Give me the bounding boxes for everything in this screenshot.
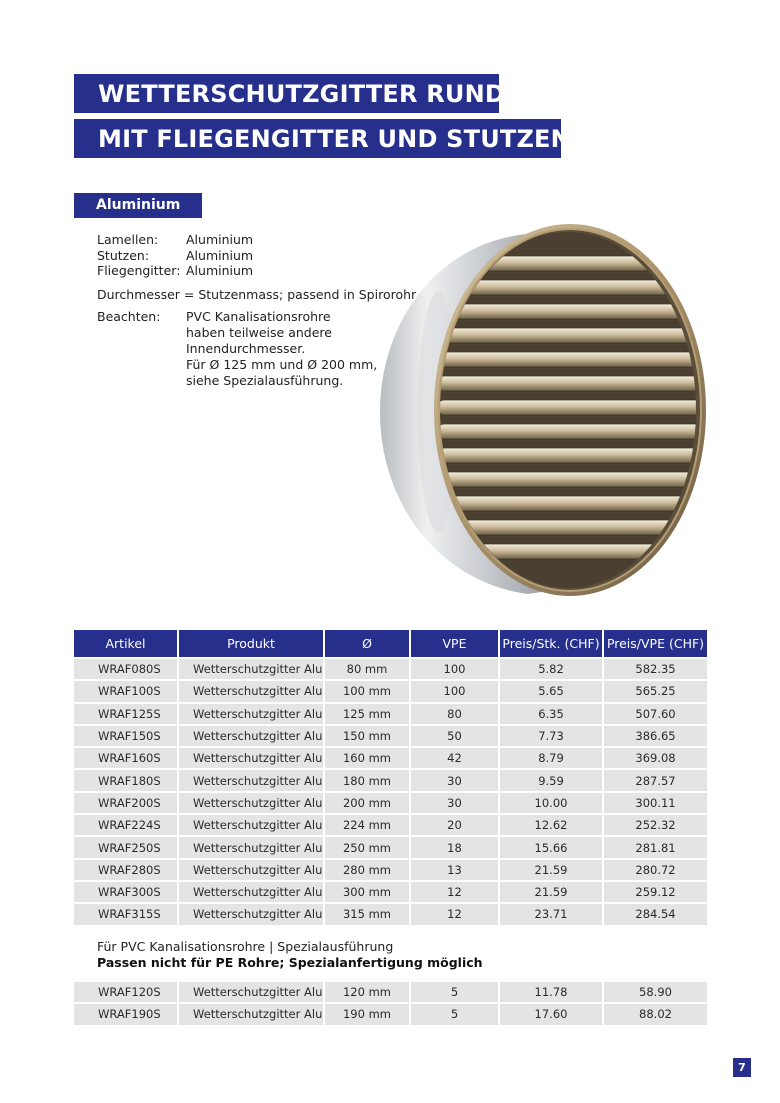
special-price-table bbox=[72, 980, 709, 1027]
cell-artikel: WRAF200S bbox=[74, 793, 177, 813]
cell-preis-vpe: 369.08 bbox=[604, 748, 707, 768]
cell-vpe: 50 bbox=[411, 726, 498, 746]
cell-produkt: Wetterschutzgitter Alu bbox=[179, 815, 323, 835]
page-title-line-1: WETTERSCHUTZGITTER RUND bbox=[74, 74, 499, 113]
cell-artikel: WRAF160S bbox=[74, 748, 177, 768]
cell-preis-stk: 15.66 bbox=[500, 837, 602, 857]
table-header-row bbox=[74, 630, 707, 657]
cell-artikel: WRAF150S bbox=[74, 726, 177, 746]
cell-preis-vpe: 582.35 bbox=[604, 659, 707, 679]
beachten-line: Für Ø 125 mm und Ø 200 mm, bbox=[186, 357, 378, 372]
cell-produkt: Wetterschutzgitter Alu bbox=[179, 837, 323, 857]
cell-preis-stk: 5.65 bbox=[500, 681, 602, 701]
cell-diameter: 120 mm bbox=[325, 982, 409, 1002]
cell-preis-vpe: 281.81 bbox=[604, 837, 707, 857]
cell-artikel: WRAF280S bbox=[74, 860, 177, 880]
cell-preis-vpe: 386.65 bbox=[604, 726, 707, 746]
table-row bbox=[74, 982, 707, 1002]
cell-produkt: Wetterschutzgitter Alu bbox=[179, 681, 323, 701]
table-row bbox=[74, 793, 707, 813]
cell-preis-stk: 11.78 bbox=[500, 982, 602, 1002]
spec-label: Fliegengitter: bbox=[97, 263, 181, 278]
header-artikel: Artikel bbox=[74, 630, 177, 657]
cell-vpe: 12 bbox=[411, 882, 498, 902]
spec-value: Aluminium bbox=[186, 248, 254, 263]
cell-artikel: WRAF080S bbox=[74, 659, 177, 679]
cell-preis-stk: 12.62 bbox=[500, 815, 602, 835]
beachten-line: Innendurchmesser. bbox=[186, 341, 306, 356]
cell-preis-vpe: 284.54 bbox=[604, 904, 707, 924]
cell-preis-stk: 9.59 bbox=[500, 770, 602, 790]
header-vpe: VPE bbox=[411, 630, 498, 657]
product-image-round-grille bbox=[378, 222, 708, 600]
beachten-label: Beachten: bbox=[97, 309, 161, 324]
spec-label: Stutzen: bbox=[97, 248, 150, 263]
cell-produkt: Wetterschutzgitter Alu bbox=[179, 904, 323, 924]
page-title-line-2: MIT FLIEGENGITTER UND STUTZEN bbox=[74, 119, 561, 158]
spec-label: Lamellen: bbox=[97, 232, 159, 247]
cell-produkt: Wetterschutzgitter Alu bbox=[179, 659, 323, 679]
table-row bbox=[74, 860, 707, 880]
price-table bbox=[72, 628, 709, 927]
cell-artikel: WRAF250S bbox=[74, 837, 177, 857]
page-number: 7 bbox=[733, 1058, 751, 1077]
beachten-line: PVC Kanalisationsrohre bbox=[186, 309, 331, 324]
table-row bbox=[74, 1004, 707, 1024]
beachten-line: siehe Spezialausführung. bbox=[186, 373, 344, 388]
cell-preis-stk: 23.71 bbox=[500, 904, 602, 924]
cell-produkt: Wetterschutzgitter Alu bbox=[179, 793, 323, 813]
cell-diameter: 280 mm bbox=[325, 860, 409, 880]
cell-artikel: WRAF125S bbox=[74, 704, 177, 724]
table-row bbox=[74, 704, 707, 724]
table-row bbox=[74, 681, 707, 701]
cell-produkt: Wetterschutzgitter Alu bbox=[179, 726, 323, 746]
table-row bbox=[74, 726, 707, 746]
cell-preis-vpe: 280.72 bbox=[604, 860, 707, 880]
cell-artikel: WRAF315S bbox=[74, 904, 177, 924]
cell-diameter: 200 mm bbox=[325, 793, 409, 813]
cell-diameter: 160 mm bbox=[325, 748, 409, 768]
cell-produkt: Wetterschutzgitter Alu bbox=[179, 748, 323, 768]
cell-produkt: Wetterschutzgitter Alu bbox=[179, 704, 323, 724]
cell-vpe: 12 bbox=[411, 904, 498, 924]
cell-preis-vpe: 259.12 bbox=[604, 882, 707, 902]
header-preis-vpe: Preis/VPE (CHF) bbox=[604, 630, 707, 657]
table-row bbox=[74, 882, 707, 902]
spec-value: Aluminium bbox=[186, 263, 254, 278]
table-row bbox=[74, 904, 707, 924]
cell-preis-vpe: 300.11 bbox=[604, 793, 707, 813]
cell-vpe: 20 bbox=[411, 815, 498, 835]
cell-artikel: WRAF224S bbox=[74, 815, 177, 835]
cell-diameter: 224 mm bbox=[325, 815, 409, 835]
cell-artikel: WRAF300S bbox=[74, 882, 177, 902]
cell-produkt: Wetterschutzgitter Alu bbox=[179, 982, 323, 1002]
cell-vpe: 80 bbox=[411, 704, 498, 724]
cell-diameter: 150 mm bbox=[325, 726, 409, 746]
cell-preis-stk: 17.60 bbox=[500, 1004, 602, 1024]
cell-preis-stk: 21.59 bbox=[500, 860, 602, 880]
table-row bbox=[74, 770, 707, 790]
cell-preis-stk: 6.35 bbox=[500, 704, 602, 724]
cell-preis-stk: 5.82 bbox=[500, 659, 602, 679]
cell-preis-vpe: 252.32 bbox=[604, 815, 707, 835]
special-note: Für PVC Kanalisationsrohre | Spezialausführung bbox=[97, 939, 394, 954]
cell-preis-stk: 21.59 bbox=[500, 882, 602, 902]
cell-preis-stk: 10.00 bbox=[500, 793, 602, 813]
cell-artikel: WRAF190S bbox=[74, 1004, 177, 1024]
cell-vpe: 30 bbox=[411, 770, 498, 790]
cell-diameter: 180 mm bbox=[325, 770, 409, 790]
cell-vpe: 5 bbox=[411, 982, 498, 1002]
table-row bbox=[74, 815, 707, 835]
diameter-note: Durchmesser = Stutzenmass; passend in Spirorohr bbox=[97, 287, 417, 302]
cell-diameter: 300 mm bbox=[325, 882, 409, 902]
special-note-bold: Passen nicht für PE Rohre; Spezialanfertigung möglich bbox=[97, 955, 483, 970]
cell-artikel: WRAF100S bbox=[74, 681, 177, 701]
cell-vpe: 100 bbox=[411, 659, 498, 679]
cell-preis-vpe: 287.57 bbox=[604, 770, 707, 790]
cell-diameter: 315 mm bbox=[325, 904, 409, 924]
material-badge: Aluminium bbox=[74, 193, 202, 218]
cell-vpe: 18 bbox=[411, 837, 498, 857]
header-diameter: Ø bbox=[325, 630, 409, 657]
cell-diameter: 190 mm bbox=[325, 1004, 409, 1024]
cell-preis-vpe: 88.02 bbox=[604, 1004, 707, 1024]
table-row bbox=[74, 837, 707, 857]
cell-diameter: 250 mm bbox=[325, 837, 409, 857]
cell-preis-vpe: 507.60 bbox=[604, 704, 707, 724]
cell-diameter: 80 mm bbox=[325, 659, 409, 679]
cell-preis-vpe: 58.90 bbox=[604, 982, 707, 1002]
cell-vpe: 5 bbox=[411, 1004, 498, 1024]
beachten-line: haben teilweise andere bbox=[186, 325, 332, 340]
header-preis-stk: Preis/Stk. (CHF) bbox=[500, 630, 602, 657]
cell-vpe: 13 bbox=[411, 860, 498, 880]
header-produkt: Produkt bbox=[179, 630, 323, 657]
cell-preis-stk: 7.73 bbox=[500, 726, 602, 746]
cell-produkt: Wetterschutzgitter Alu bbox=[179, 860, 323, 880]
cell-artikel: WRAF180S bbox=[74, 770, 177, 790]
table-row bbox=[74, 659, 707, 679]
cell-produkt: Wetterschutzgitter Alu bbox=[179, 1004, 323, 1024]
cell-preis-vpe: 565.25 bbox=[604, 681, 707, 701]
cell-vpe: 100 bbox=[411, 681, 498, 701]
table-row bbox=[74, 748, 707, 768]
cell-produkt: Wetterschutzgitter Alu bbox=[179, 770, 323, 790]
cell-diameter: 100 mm bbox=[325, 681, 409, 701]
cell-preis-stk: 8.79 bbox=[500, 748, 602, 768]
cell-vpe: 42 bbox=[411, 748, 498, 768]
cell-produkt: Wetterschutzgitter Alu bbox=[179, 882, 323, 902]
cell-artikel: WRAF120S bbox=[74, 982, 177, 1002]
cell-diameter: 125 mm bbox=[325, 704, 409, 724]
spec-value: Aluminium bbox=[186, 232, 254, 247]
cell-vpe: 30 bbox=[411, 793, 498, 813]
